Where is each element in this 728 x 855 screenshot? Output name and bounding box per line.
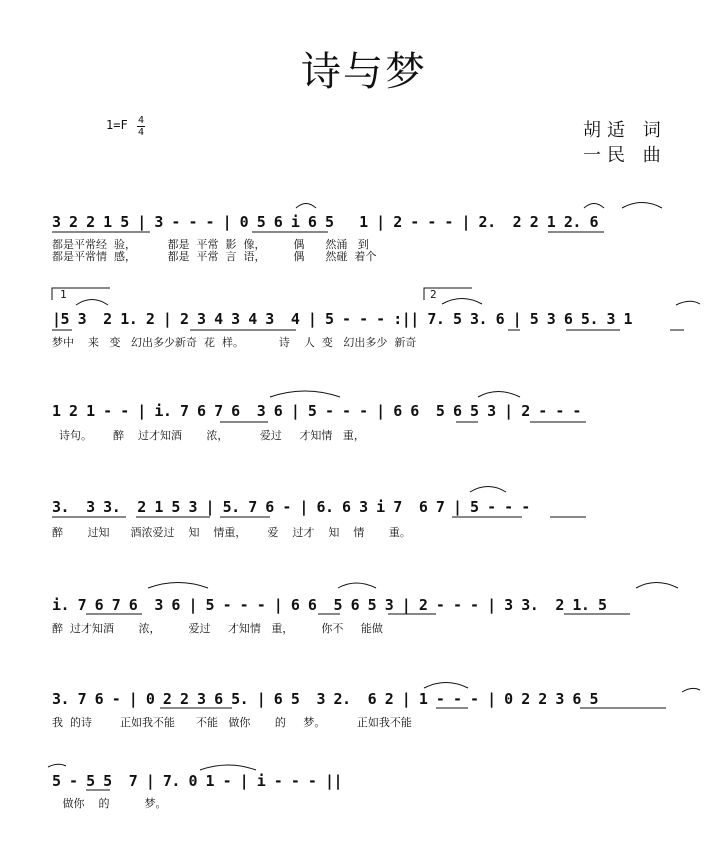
slur [622,203,662,209]
notation-line-5: i. 7 6 7 6 3 6 | 5 - - - | 6 6 5 6 5 3 | 2 - - - | 3 3. 2 1. 5 [52,596,607,614]
notation-line-2: |5 3 2 1. 2 | 2 3 4 3 4 3 4 | 5 - - - :|| 7. 5 3. 6 | 5 3 6 5. 3 1 [52,310,633,328]
slur [636,583,678,589]
meter-top: 4 [137,115,145,126]
slur [296,204,316,209]
slur [676,301,700,305]
notation-line-6: 3. 7 6 - | 0 2 2 3 6 5. | 6 5 3 2. 6 2 | 1 - - - | 0 2 2 3 6 5 [52,690,598,708]
slur [470,487,506,493]
lyric-line-4: 醉 过知 酒浓爱过 知 情重， 爱 过才 知 情 重。 [52,526,411,539]
slur [200,765,256,770]
notation-line-7: 5 - 5 5 7 | 7. 0 1 - | i - - - || [52,772,343,790]
slur [442,299,482,305]
lyric-line-1a: 都是平常经 验， 都是 平常 影 像， 偶 然涌 到 [52,238,369,251]
slur [338,583,376,588]
lyric-line-3: 诗句。 醉 过才知酒 浓， 爱过 才知情 重， [52,429,365,442]
notation-line-3: 1 2 1 - - | i. 7 6 7 6 3 6 | 5 - - - | 6 6 5 6 5 3 | 2 - - - [52,402,581,420]
notation-line-1: 3 2 2 1 5 | 3 - - - | 0 5 6 i 6 5 1 | 2 - - - | 2. 2 2 1 2. 6 [52,213,598,231]
volta-2-label: 2 [430,288,437,301]
slur [478,392,520,398]
lyric-line-1b: 都是平常情 感， 都是 平常 言 语， 偶 然碰 着个 [52,250,377,263]
lyric-line-2: 梦中 来 变 幻出多少新奇 花 样。 诗 人 变 幻出多少 新奇 [52,336,417,349]
meter-bottom: 4 [137,127,145,138]
slur [148,583,208,589]
slur [584,204,604,209]
lyric-line-7: 做你 的 梦。 [52,797,167,810]
song-title: 诗与梦 [301,49,427,95]
slur [76,300,108,306]
key-signature: 1=F [106,118,128,132]
lyric-line-5: 醉 过才知酒 浓， 爱过 才知情 重， 你不 能做 [52,622,383,635]
notation-line-4: 3. 3 3. 2 1 5 3 | 5. 7 6 - | 6. 6 3 i 7 6 7 | 5 - - - [52,498,530,516]
time-signature [137,115,145,138]
slur [270,391,340,397]
composer-credit: 一民 曲 [583,145,667,166]
lyric-line-6: 我 的诗 正如我不能 不能 做你 的 梦。 正如我不能 [52,716,412,729]
slur [48,764,66,767]
volta-1-label: 1 [60,288,67,301]
lyricist-credit: 胡适 词 [583,120,667,141]
slur [424,683,468,689]
